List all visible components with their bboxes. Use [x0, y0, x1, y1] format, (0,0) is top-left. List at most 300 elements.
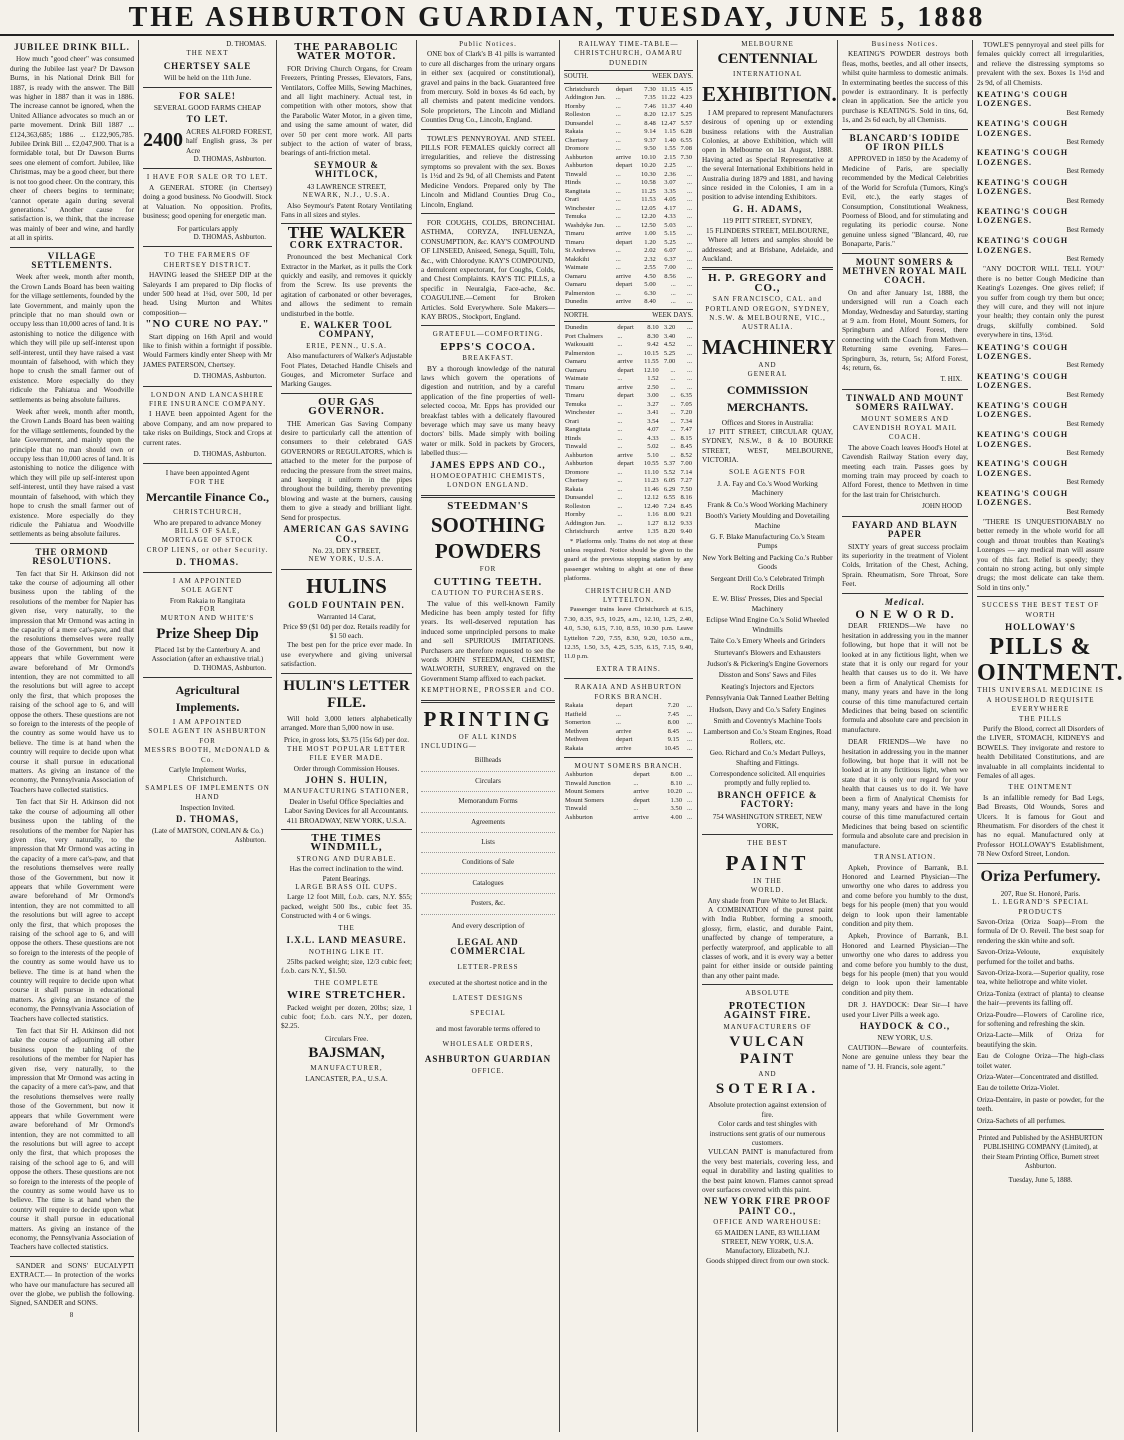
- train-time: 11.22: [661, 94, 676, 102]
- agent-item: Smith and Coventry's Machine Tools: [713, 715, 822, 725]
- wire-heading: WIRE STRETCHER.: [287, 989, 406, 1002]
- list-item: Catalogues: [421, 874, 555, 894]
- hulins-heading: HULINS: [306, 573, 387, 598]
- train-time: 4.33: [647, 434, 659, 442]
- weekdays-label: WEEK DAYS.: [652, 73, 693, 81]
- train-time: 12.12: [643, 494, 659, 502]
- north-label: NORTH.: [564, 311, 589, 319]
- train-time: ...: [687, 744, 692, 752]
- south-label: SOUTH.: [564, 73, 589, 81]
- platform-notes: * Platforms only. Trains do not stop at these unless required. Notice should be given to the guard at the previous stopping station by any passenger wishing to alight at one of these platforms.: [564, 537, 693, 583]
- keating-heading: KEATING'S COUGH LOZENGES.: [977, 236, 1069, 255]
- station-note: ...: [617, 375, 623, 383]
- station-note: ...: [617, 332, 623, 340]
- train-time: 6.55: [680, 136, 692, 144]
- one-word-text: DEAR FRIENDS—We have no hesitation in addressing you in the manner following, but hope that it will not be looked at in any fictitious light, when we state that it is only our regard for your health that causes us to do it. We have been a firm of Analytical Chemists for many, many years and have in the long course of this time manufactured certain Medicines that being based on scientific formula and absolute care and precision in manufacture.: [842, 621, 968, 734]
- station-name: Timaru: [565, 230, 585, 238]
- station-name: Rakaia: [565, 702, 584, 710]
- station-name: Addington Jun.: [565, 519, 606, 527]
- timetable-row: [564, 111, 693, 120]
- powders-heading: POWDERS: [434, 539, 542, 564]
- train-time: 9.15: [667, 736, 680, 744]
- correspondence: Correspondence solicited. All enquiries promptly and fully replied to.: [709, 768, 826, 788]
- train-time: ...: [687, 221, 692, 229]
- agent-item: Hudson, Davy and Co.'s Safety Engines: [709, 704, 826, 714]
- column-2: [139, 40, 277, 1432]
- train-time: 3.07: [664, 179, 676, 187]
- ointment-text: Is an infallible remedy for Bad Legs, Bad Breasts, Old Wounds, Sores and Ulcers. It is famous for Gout and Rheumatism. For disorders of the chest it has no equal. Manufactured only at Professor HOLLOWAY'S Establishment, 78 New Oxford Street, London.: [977, 792, 1104, 859]
- station-note: arrive: [617, 528, 633, 536]
- column-4: [417, 40, 560, 1432]
- train-time: 8.40: [644, 298, 656, 306]
- adams-note: Where all letters and samples should be addressed; and at Brisbane, Adelaide, and Auckland.: [702, 235, 833, 263]
- train-time: 9.50: [644, 145, 656, 153]
- machinery-heading: MACHINERY: [702, 334, 836, 359]
- train-time: ...: [687, 736, 692, 744]
- divider: [10, 247, 134, 248]
- column-8: [973, 40, 1124, 1432]
- translation-text-cont: Apkeh, Province of Barrank, B.I. Honored and Learned Physician—The unworthy one who dares to address you and come before you humbly to the dust, begs for his people (men) that you would deign to look upon their lamentable condition and pity them.: [842, 931, 968, 997]
- station-name: Oamaru: [565, 272, 587, 280]
- station-note: ...: [617, 417, 623, 425]
- station-note: ...: [615, 128, 621, 136]
- train-time: 1.55: [664, 145, 676, 153]
- station-name: Palmerston: [565, 289, 595, 297]
- station-name: Waimate: [565, 264, 589, 272]
- station-name: Waimate: [565, 375, 589, 383]
- station-name: Winchester: [565, 409, 595, 417]
- train-time: ...: [670, 409, 676, 417]
- station-name: Orari: [565, 417, 579, 425]
- station-name: Oamaru: [565, 366, 587, 374]
- train-time: 2.15: [664, 153, 676, 161]
- best-remedy-label: Best Remedy: [1066, 478, 1104, 487]
- newspaper-title: THE ASHBURTON GUARDIAN, TUESDAY, JUNE 5, 1888: [128, 2, 986, 33]
- walker-name: WALKER: [329, 223, 406, 243]
- divider: [10, 1256, 134, 1257]
- list-item: Posters, &c.: [421, 894, 555, 914]
- train-time: 5.10: [647, 451, 659, 459]
- list-item: Agreements: [421, 813, 555, 833]
- crop-label: CROP LIENS, or other Security.: [146, 545, 269, 554]
- agent-item: G. F. Blake Manufacturing Co.'s Steam Pumps: [710, 532, 825, 551]
- mfg-label: MANUFACTURING STATIONER,: [283, 787, 410, 796]
- train-time: ...: [670, 417, 676, 425]
- agent-item: Sergeant Drill Co.'s Celebrated Trimph Rock Drills: [710, 573, 825, 593]
- advertiser-signature: D. THOMAS, Ashburton.: [193, 232, 266, 241]
- cork-heading: CORK EXTRACTOR.: [289, 239, 404, 251]
- train-time: 8.45: [680, 502, 692, 510]
- divider: [977, 863, 1104, 864]
- fayard-heading: FAYARD AND BLAYN PAPER: [852, 519, 958, 540]
- station-note: ...: [617, 502, 623, 510]
- pills-ointment-heading: PILLS & OINTMENT.: [977, 634, 1124, 687]
- station-note: arrive: [616, 744, 632, 752]
- guardian-label: ASHBURTON GUARDIAN: [424, 1054, 552, 1065]
- village-heading: VILLAGE SETTLEMENTS.: [31, 250, 113, 270]
- train-time: 8.20: [663, 528, 676, 536]
- list-item: Memorandum Forms: [421, 792, 555, 812]
- station-name: Ashburton: [565, 451, 593, 459]
- dey-address: No. 23, DEY STREET,: [312, 545, 381, 555]
- station-name: Somerton: [565, 719, 591, 727]
- timetable-row: [564, 367, 693, 376]
- station-name: Rakaia: [565, 485, 584, 493]
- agent-item: New York Belting and Packing Co.'s Rubber Goods: [702, 552, 833, 572]
- station-note: ...: [615, 102, 621, 110]
- keating-heading: KEATING'S COUGH LOZENGES.: [977, 401, 1069, 420]
- sale-exchange-heading: I HAVE FOR SALE OR TO LET.: [146, 173, 269, 182]
- station-note: ...: [616, 710, 621, 718]
- advertiser-signature: D. THOMAS, Ashburton.: [193, 663, 266, 672]
- north-timetable: [564, 324, 693, 537]
- train-time: 5.37: [663, 460, 676, 468]
- train-time: ...: [687, 179, 692, 187]
- station-name: Timaru: [565, 383, 585, 391]
- station-name: Dunedin: [565, 298, 588, 306]
- train-time: 8.45: [680, 443, 692, 451]
- international-label: INTERNATIONAL: [733, 70, 802, 79]
- train-time: 11.23: [644, 477, 659, 485]
- keating-heading: KEATING'S COUGH LOZENGES.: [977, 488, 1069, 508]
- the-label: THE: [338, 923, 355, 932]
- chch-lyttelton-text: Passenger trains leave Christchurch at 6.15, 7.30, 8.35, 9.5, 10.25, a.m., 12.10, 1.25, 2.40, 4.0, 5.30, 6.15, 7.10, 8.55, 10.30 p.m. Leave Lyttelton 7.20, 7.55, 8.30, 9.20, 10.50 a.m., 12.35, 1.50, 3.5, 4.25, 5.35, 6.15, 7.15, 9.40, 11.0 p.m.: [564, 606, 693, 661]
- divider: [702, 267, 833, 270]
- divider: [10, 543, 134, 544]
- station-note: ...: [615, 255, 621, 263]
- hood-signature: JOHN HOOD: [922, 502, 962, 511]
- train-time: 6.35: [680, 392, 692, 400]
- extra-trains-label: EXTRA TRAINS.: [596, 664, 661, 673]
- translation-text: Apkeh, Province of Barrank, B.I. Honored and Learned Physician—The unworthy one who dares to address you and come before you humbly to the dust, begs for his people (men) that you would deign to look upon their lamentable condition and pity them.: [842, 862, 968, 928]
- train-time: 1.35: [647, 528, 659, 536]
- station-name: Hornby: [565, 511, 586, 519]
- divider: [143, 246, 272, 247]
- acres-number: 2400: [143, 129, 183, 152]
- agent-text: I have been appointed Agent: [165, 468, 250, 478]
- train-time: 3.41: [647, 409, 659, 417]
- walker-the: THE: [287, 223, 324, 243]
- agent-item: Pennsylvania Oak Tanned Leather Belting: [705, 693, 830, 703]
- timetable-row: [564, 264, 693, 273]
- train-time: 10.45: [664, 744, 680, 752]
- best-remedy-label: Best Remedy: [1066, 449, 1104, 458]
- clarke-pills-ad: ONE box of Clark's B 41 pills is warranted to cure all discharges from the urinary organs in either sex (acquired or constitutional), gravel and pains in the back. Guaranteed free from mercury. Sold in boxes 4s 6d each, by all chemists and patent medicine vendors. Sole proprietors, The Lincoln and Midland Counties Drug Co., Lincoln, England.: [421, 49, 555, 125]
- office-label: OFFICE.: [471, 1066, 505, 1075]
- train-time: 4.33: [664, 213, 676, 221]
- blancard-text: APPROVED in 1850 by the Academy of Medicine of Paris, are specially recommended by the Medical Celebrities of the World for Scrofula (Tumors, King's Evil, etc.), the early stages of Consumption, Constitutional Weakness, Poorness of Blood, and for stimulating and regulating its periodic course. None genuine unless signed "Blancard, 40, rue Bonaparte, Paris.": [842, 154, 968, 249]
- keating-heading: KEATING'S COUGH LOZENGES.: [977, 459, 1069, 478]
- letter-file-price: Price, in gross lots, $3.75 (15s 6d) per doz.: [283, 735, 410, 745]
- letterpress-label: LETTER-PRESS: [457, 962, 519, 971]
- timetable-row: [564, 435, 693, 444]
- gold-pen-heading: GOLD FOUNTAIN PEN.: [288, 599, 405, 610]
- vulcan-text: VULCAN PAINT is manufactured from the very best materials, covering less, and equal in durability and lasting qualities to the best paint known. Flames cannot spread over surfaces covered with this paint.: [702, 1147, 833, 1194]
- timetable-row: [564, 290, 693, 299]
- train-time: 7.30: [644, 85, 656, 93]
- oriza-product: Oriza-Dentaire, in paste or powder, for the teeth.: [977, 1094, 1104, 1114]
- steedman-name: STEEDMAN'S: [447, 499, 529, 512]
- timetable-row: [564, 239, 693, 248]
- timetable-row: [564, 196, 693, 205]
- wire-text: Packed weight per dozen, 20lbs; size, 1 cubic foot; f.o.b. cars N.Y., per dozen, $2.25.: [281, 1002, 412, 1031]
- divider: [842, 593, 968, 594]
- station-name: Timaru: [565, 392, 585, 400]
- train-time: 7.20: [680, 409, 692, 417]
- timetable-row: [564, 401, 693, 410]
- station-note: depart: [616, 736, 633, 744]
- timetable-row: [564, 154, 693, 163]
- agent-item: J. A. Fay and Co.'s Wood Working Machinery: [717, 479, 818, 498]
- timetable-row: [564, 358, 693, 367]
- acres-text: ACRES ALFORD FOREST, half English grass, 3s per Acre: [186, 126, 272, 155]
- sole-agents-label: SOLE AGENTS FOR: [729, 467, 806, 476]
- agent-item: Frank & Co.'s Wood Working Machinery: [707, 499, 828, 509]
- timetable-row: [564, 162, 693, 171]
- train-time: ...: [687, 255, 692, 263]
- station-note: arrive: [616, 727, 632, 735]
- train-time: 1.52: [647, 375, 659, 383]
- train-time: 1.20: [644, 238, 656, 246]
- divider: [421, 700, 555, 703]
- oriza-product: Savon-Oriza-Ixora.—Superior quality, rose tea, white heliotrope and white violet.: [977, 967, 1104, 987]
- cavendish-heading: MOUNT SOMERS AND CAVENDISH ROYAL MAIL COACH.: [852, 414, 957, 442]
- timetable-row: [564, 788, 693, 797]
- train-time: 2.02: [644, 247, 656, 255]
- train-time: 11.53: [641, 196, 656, 204]
- train-time: 4.50: [644, 272, 656, 280]
- station-note: ...: [616, 719, 621, 727]
- train-time: ...: [687, 187, 692, 195]
- train-time: ...: [687, 796, 692, 804]
- dip-text: Start dipping on 16th April and would like to finish within a fortnight if possible. Would Farmers kindly enter Sheep with Mr JAMES PATERSON, Chertsey.: [143, 331, 272, 369]
- paint-text: A COMBINATION of the purest paint with India Rubber, forming a smooth, glossy, firm, elastic, and durable Paint, unaffected by change of temperature, a perfectly waterproof, and applicable to all classes of work, and it is every way a better paint for either inside or outside painting than any other paint made.: [702, 905, 833, 980]
- train-time: 6.55: [663, 494, 676, 502]
- train-time: 8.52: [680, 451, 692, 459]
- booth-label: MESSRS BOOTH, McDONALD & Co.: [144, 746, 271, 764]
- sf-label: SAN FRANCISCO, CAL. and: [712, 295, 823, 304]
- divider: [281, 673, 412, 674]
- train-time: ...: [687, 196, 692, 204]
- train-time: 7.35: [644, 94, 656, 102]
- timetable-row: [564, 469, 693, 478]
- timetable-row: [564, 120, 693, 129]
- london-heading: LONDON AND LANCASHIRE FIRE INSURANCE COMPANY.: [149, 390, 266, 408]
- timetable-row: [564, 511, 693, 520]
- train-time: 3.50: [670, 805, 683, 813]
- timetable-row: [564, 477, 693, 486]
- column-5: [560, 40, 698, 1432]
- train-time: ...: [687, 324, 692, 332]
- divider: [143, 463, 272, 464]
- timetable-row: [564, 443, 693, 452]
- steedman-text: The value of this well-known Family Medicine has been amply tested for fifty years. Its well-deserved reputation has induced some unprincipled persons to make and sell SPURIOUS IMITATIONS. Purchasers are therefore requested to see the words JOHN STEEDMAN, CHEMIST, WALWORTH, SURREY, engraved on the Government Stamp affixed to each packet.: [421, 598, 555, 683]
- divider: [702, 984, 833, 985]
- epps-text: BY a thorough knowledge of the natural laws which govern the operations of digestion and nutrition, and by a careful application of the fine properties of well-selected cocoa, Mr. Epps has provided our breakfast tables with a delicately flavoured beverage which may save us many heavy doctors' bills. Made simply with boiling water or milk. Sold in packets by Grocers, labelled thus:—: [421, 363, 555, 458]
- timetable-row: [564, 814, 693, 823]
- station-note: depart: [616, 702, 633, 710]
- train-time: 4.07: [647, 426, 659, 434]
- best-remedy-label: Best Remedy: [1066, 167, 1104, 176]
- station-name: Methven: [565, 736, 589, 744]
- keating-powder-ad: KEATING'S POWDER destroys both fleas, moths, beetles, and all other insects, whilst quite harmless to domestic animals. In exterminating beetles the success of this powder is extraordinary. It is perfectly clean in application. See the article you purchase is KEATING'S. Sold in tins, 6d, 1s, and 2s 6d each, by all Chemists.: [842, 49, 968, 125]
- particulars: For particulars apply: [177, 223, 238, 233]
- timetable-row: [564, 273, 693, 282]
- timetable-row: [564, 486, 693, 495]
- train-time: 8.56: [664, 272, 676, 280]
- train-time: ...: [687, 771, 692, 779]
- offices-address: 17 PITT STREET, CIRCULAR QUAY, SYDNEY, N.S.W., 8 & 10 BOURKE STREET, WEST, MELBOURNE, VICTORIA.: [702, 426, 833, 465]
- station-name: Chertsey: [565, 477, 589, 485]
- sale-date: Will be held on the 11th June.: [163, 73, 252, 83]
- train-time: 3.35: [664, 187, 676, 195]
- train-time: 4.05: [664, 196, 676, 204]
- terms-text: and most favorable terms offered to: [435, 1024, 541, 1034]
- station-name: Christchurch: [565, 85, 600, 93]
- office-warehouse: OFFICE AND WAREHOUSE:: [713, 1218, 822, 1227]
- timetable-row: [564, 460, 693, 469]
- station-note: ...: [615, 213, 621, 221]
- train-time: 10.10: [640, 153, 656, 161]
- order-label: Order through Commission Houses.: [293, 763, 400, 773]
- universal-label: THIS UNIVERSAL MEDICINE IS A HOUSEHOLD REQUISITE EVERYWHERE: [977, 686, 1104, 714]
- blancard-heading: BLANCARD'S IODIDE OF IRON PILLS: [849, 132, 961, 153]
- exhibition-heading: EXHIBITION.: [702, 81, 837, 106]
- railway-heading: RAILWAY TIME-TABLE—CHRISTCHURCH, OAMARU DUNEDIN: [574, 40, 683, 67]
- portland-label: PORTLAND OREGON, SYDNEY,: [705, 304, 830, 313]
- train-time: 6.30: [644, 289, 656, 297]
- station-name: Ashburton: [565, 813, 593, 821]
- station-note: ...: [615, 187, 621, 195]
- divider: [281, 829, 412, 830]
- train-time: 4.17: [664, 204, 676, 212]
- station-name: Mount Somers: [565, 796, 605, 804]
- homeo-label: HOMOEOPATHIC CHEMISTS,: [430, 472, 546, 481]
- list-item: Conditions of Sale: [421, 853, 555, 873]
- station-note: ...: [617, 511, 623, 519]
- train-time: 9.33: [680, 519, 692, 527]
- bajsman-name: BAJSMAN,: [308, 1045, 385, 1062]
- abs-text: Absolute protection against extension of fire.: [708, 1100, 827, 1119]
- train-time: 2.25: [664, 162, 676, 170]
- cutting-teeth-heading: CUTTING TEETH.: [433, 575, 543, 588]
- divider: [842, 253, 968, 254]
- station-note: arrive: [617, 358, 633, 366]
- station-note: depart: [617, 392, 634, 400]
- train-time: ...: [687, 788, 692, 796]
- timetable-row: [564, 528, 693, 537]
- train-time: ...: [687, 375, 692, 383]
- oriza-product: Oriza-Toniza (extract of planta) to cleanse the hair—prevents its falling off.: [977, 988, 1104, 1008]
- train-time: 5.03: [664, 221, 676, 229]
- ointment-label: THE OINTMENT: [1008, 783, 1073, 792]
- station-name: Chertsey: [565, 136, 589, 144]
- timetable-row: [564, 702, 693, 711]
- train-time: 8.00: [670, 771, 683, 779]
- gas-heading: OUR GAS GOVERNOR.: [308, 395, 385, 418]
- station-note: depart: [615, 162, 633, 170]
- epps-tagline: GRATEFUL—COMFORTING.: [432, 330, 544, 339]
- inspection-label: Inspection Invited.: [180, 802, 235, 812]
- ashburton-label: Ashburton.: [234, 835, 266, 844]
- paint-heading: PAINT: [725, 850, 810, 875]
- printing-heading: PRINTING: [423, 706, 553, 731]
- ny-label: NEW YORK, U.S.A.: [308, 555, 385, 564]
- best-remedy-label: Best Remedy: [1066, 108, 1104, 117]
- haydock-name: HAYDOCK & CO.,: [859, 1021, 951, 1031]
- best-remedy-label: Best Remedy: [1066, 225, 1104, 234]
- placed-text: Placed 1st by the Canterbury A. and Association (after an exhaustive trial.): [151, 644, 264, 664]
- factory-label: Manufactory, Elizabeth, N.J.: [725, 1246, 810, 1256]
- protection-heading: PROTECTION AGAINST FIRE.: [723, 1000, 812, 1022]
- adams-name: G. H. ADAMS,: [732, 203, 803, 214]
- color-cards: Color cards and test shingles with instructions sent gratis of our numerous customers.: [709, 1119, 826, 1147]
- train-time: ...: [670, 443, 676, 451]
- station-note: ...: [615, 111, 621, 119]
- timetable-row: [564, 384, 693, 393]
- the-pills-label: THE PILLS: [1018, 714, 1063, 723]
- agent-item: Geo. Richard and Co.'s Medart Pulleys, Shafting and Fittings.: [709, 748, 826, 767]
- station-note: arrive: [615, 230, 632, 238]
- in-the-label: IN THE: [753, 876, 782, 885]
- best-remedy-label: Best Remedy: [1066, 254, 1104, 263]
- timetable-row: [564, 452, 693, 461]
- train-time: 1.15: [664, 128, 676, 136]
- timetable-row: [564, 350, 693, 359]
- best-remedy-label: Best Remedy: [1066, 138, 1104, 147]
- station-name: Oamaru: [565, 358, 587, 366]
- train-time: 4.00: [670, 813, 683, 821]
- tinwald-text: The above Coach leaves Hood's Hotel at Cavendish Railway Station every day, meeting each train. Passes goes by morning train may proceed by coach to Alford Forest, thence to Methven in time for the last train for Christchurch.: [842, 442, 968, 499]
- timetable-row: [564, 797, 693, 806]
- of-all-kinds: OF ALL KINDS: [458, 732, 518, 741]
- page-columns: [6, 40, 1124, 1432]
- soteria-heading: SOTERIA.: [715, 1081, 820, 1098]
- christchurch-label-2: Christchurch.: [187, 774, 228, 784]
- train-time: 9.14: [644, 128, 656, 136]
- train-time: 12.17: [660, 111, 676, 119]
- station-name: Timaru: [565, 238, 585, 246]
- train-time: 7.50: [680, 485, 692, 493]
- train-time: 3.54: [647, 417, 659, 425]
- advertiser-signature: D. THOMAS, Ashburton.: [193, 450, 266, 459]
- station-note: ...: [633, 779, 639, 787]
- train-time: ...: [687, 247, 692, 255]
- train-time: 4.40: [680, 102, 692, 110]
- timetable-row: [564, 494, 693, 503]
- train-time: 1.40: [664, 136, 676, 144]
- station-name: Dunsandel: [565, 494, 594, 502]
- train-time: ...: [687, 366, 692, 374]
- mount-timetable: [564, 771, 693, 822]
- station-name: Tinwald: [565, 443, 587, 451]
- success-label: SUCCESS THE BEST TEST OF WORTH: [981, 601, 1100, 619]
- train-time: 10.20: [640, 162, 656, 170]
- kay-compound-ad: FOR COUGHS, COLDS, BRONCHIAL ASTHMA, CORYZA, INFLUENZA, CONSUMPTION, &c. KAY'S COMPOUND OF LINSEED, Aniseed, Senega, Squill, Tolu, &c., with Chlorodyne. KAY'S COMPOUND, a demulcent expectorant, for Coughs, Colds, and Chest Complaints. KAY'S TIC PILLS, a specific in Neuralgia, Face-ache, &c. COAGULINE.—Cement for Broken Articles. Sold Everywhere. Sole Makers—KAY BROS., Stockport, England.: [421, 217, 555, 321]
- agent-item: Booth's Variety Moulding and Dovetailing Machine: [705, 511, 830, 530]
- dealer-text: Dealer in Useful Office Specialties and Labor Saving Devices for all Accountants.: [284, 796, 409, 816]
- list-item: Billheads: [421, 751, 555, 771]
- vulcan-heading: VULCAN PAINT: [729, 1033, 806, 1067]
- timetable-row: [564, 188, 693, 197]
- train-time: 11.10: [644, 468, 659, 476]
- train-time: 3.20: [663, 324, 676, 332]
- train-time: ...: [687, 281, 692, 289]
- timetable-row: [564, 341, 693, 350]
- train-time: 5.00: [644, 281, 656, 289]
- train-time: ...: [687, 272, 692, 280]
- wholesale-label: WHOLESALE ORDERS,: [442, 1039, 534, 1048]
